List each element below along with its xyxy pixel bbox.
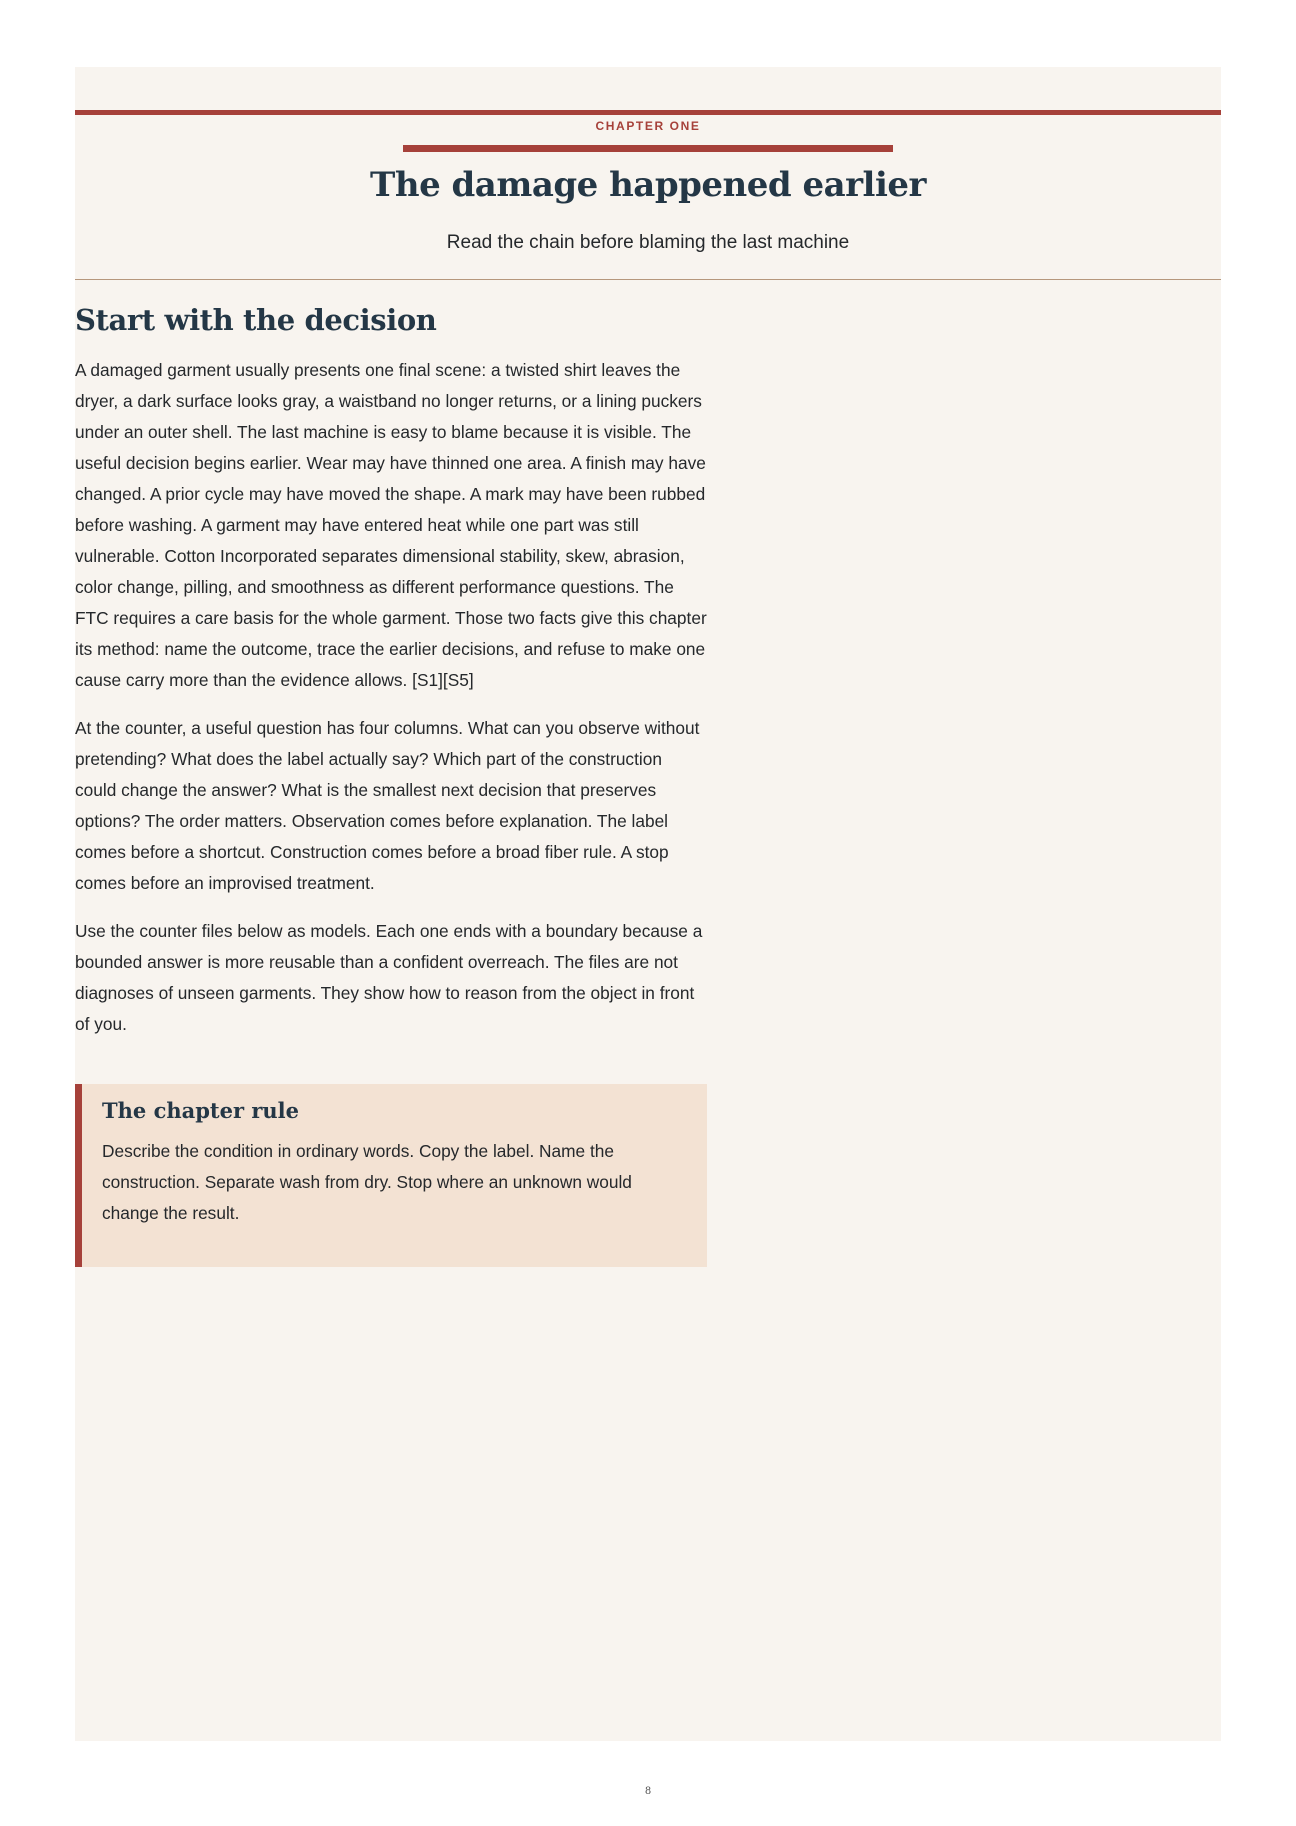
main-content [75,299,707,1057]
chapter-rule-callout [75,1084,707,1267]
header-divider [75,279,1221,280]
body-paragraph: At the counter, a useful question has four columns. What can you observe without pretending? What does the label actually say? Which part of the construction could change the answer? What is the smallest next decision that preserves options? The order matters. Observation comes before explanation. The label comes before a shortcut. Construction comes before a broad fiber rule. A stop comes before an improvised treatment. [75,718,700,893]
page [75,67,1221,1741]
callout-title: The chapter rule [102,1098,300,1123]
title-rule [403,145,893,152]
top-rule [75,110,1221,115]
chapter-subtitle: Read the chain before blaming the last machine [446,232,850,253]
chapter-title: The damage happened earlier [370,165,926,205]
callout-body: Describe the condition in ordinary words. Copy the label. Name the construction. Separate wash from dry. Stop where an unknown would change the result. [102,1141,632,1223]
body-paragraph: A damaged garment usually presents one final scene: a twisted shirt leaves the dryer, a dark surface looks gray, a waistband no longer returns, or a lining puckers under an outer shell. The last machine is easy to blame because it is visible. The useful decision begins earlier. Wear may have thinned one area. A finish may have changed. A prior cycle may have moved the shape. A mark may have been rubbed before washing. A garment may have entered heat while one part was still vulnerable. Cotton Incorporated separates dimensional stability, skew, abrasion, color change, pilling, and smoothness as different performance questions. The FTC requires a care basis for the whole garment. Those two facts give this chapter its method: name the outcome, trace the earlier decisions, and refuse to make one cause carry more than the evidence allows. [S1][S5] [75,360,707,690]
section-heading: Start with the decision [75,303,437,337]
page-number: 8 [644,1786,652,1797]
body-paragraph: Use the counter files below as models. Each one ends with a boundary because a bounded answer is more reusable than a confident overreach. The files are not diagnoses of unseen garments. They show how to reason from the object in front of you. [75,921,703,1034]
chapter-kicker: CHAPTER ONE [595,119,701,133]
